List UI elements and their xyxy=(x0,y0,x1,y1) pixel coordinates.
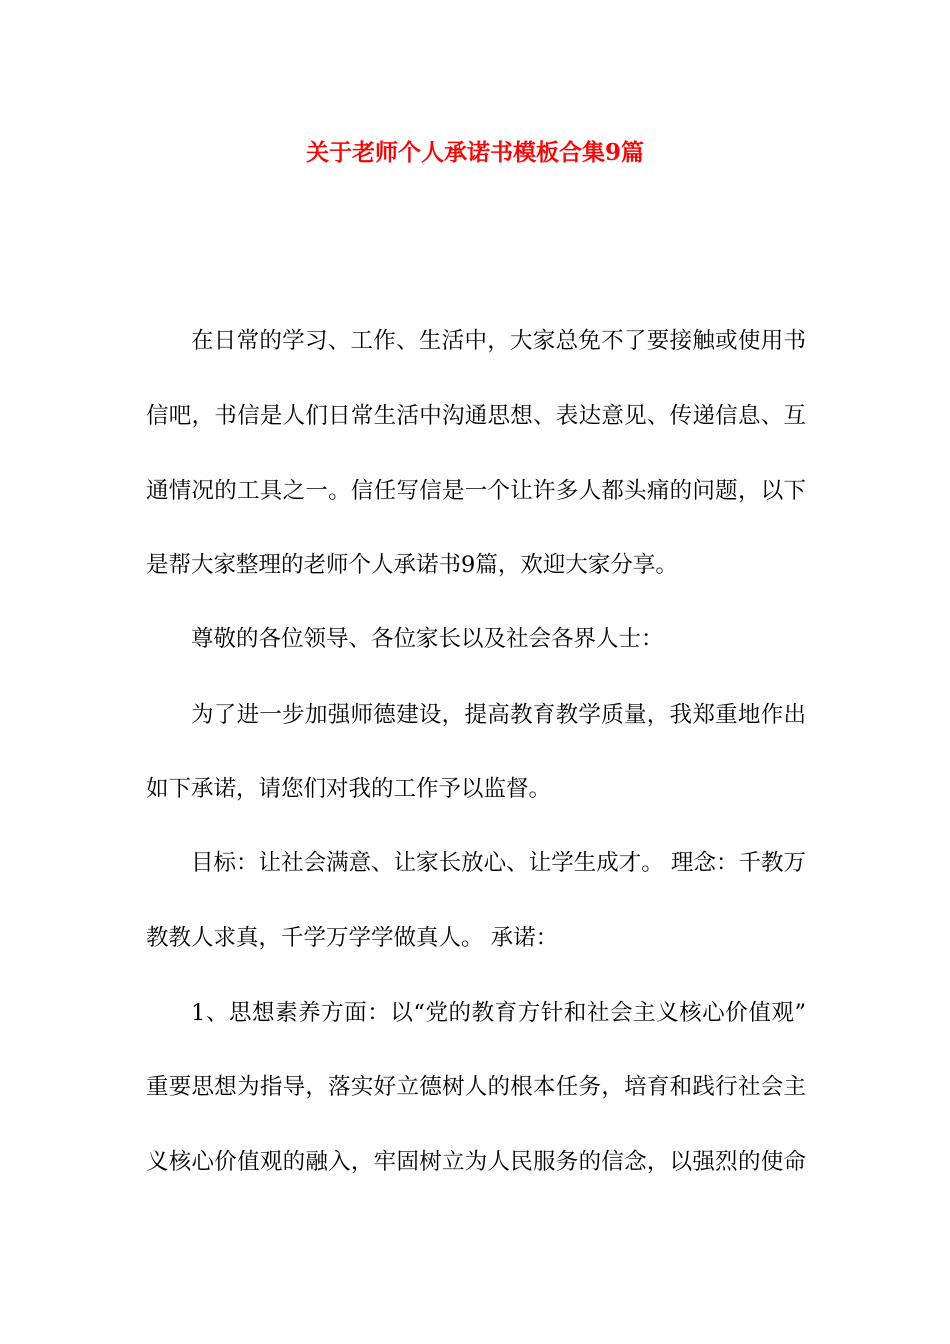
paragraph-line: 为了进一步加强师德建设，提高教育教学质量，我郑重地作出 xyxy=(191,702,806,728)
paragraph-line: 目标：让社会满意、让家长放心、让学生成才。 理念：千教万 xyxy=(191,850,806,876)
paragraph-line: 信吧，书信是人们日常生活中沟通思想、表达意见、传递信息、互 xyxy=(146,403,806,429)
salutation-line: 尊敬的各位领导、各位家长以及社会各界人士： xyxy=(191,626,664,652)
paragraph-line: 教教人求真，千学万学学做真人。 承诺： xyxy=(146,925,559,951)
paragraph-line: 重要思想为指导，落实好立德树人的根本任务，培育和践行社会主 xyxy=(146,1074,806,1100)
paragraph-line: 义核心价值观的融入，牢固树立为人民服务的信念，以强烈的使命 xyxy=(146,1149,806,1175)
paragraph-line: 通情况的工具之一。信任写信是一个让许多人都头痛的问题，以下 xyxy=(146,478,806,504)
paragraph-line: 1、思想素养方面：以“党的教育方针和社会主义核心价值观” xyxy=(191,1000,806,1026)
paragraph-line: 在日常的学习、工作、生活中，大家总免不了要接触或使用书 xyxy=(191,328,806,354)
document-title: 关于老师个人承诺书模板合集9篇 xyxy=(305,139,644,166)
paragraph-line: 如下承诺，请您们对我的工作予以监督。 xyxy=(146,776,552,802)
paragraph-line: 是帮大家整理的老师个人承诺书9篇，欢迎大家分享。 xyxy=(146,552,678,578)
